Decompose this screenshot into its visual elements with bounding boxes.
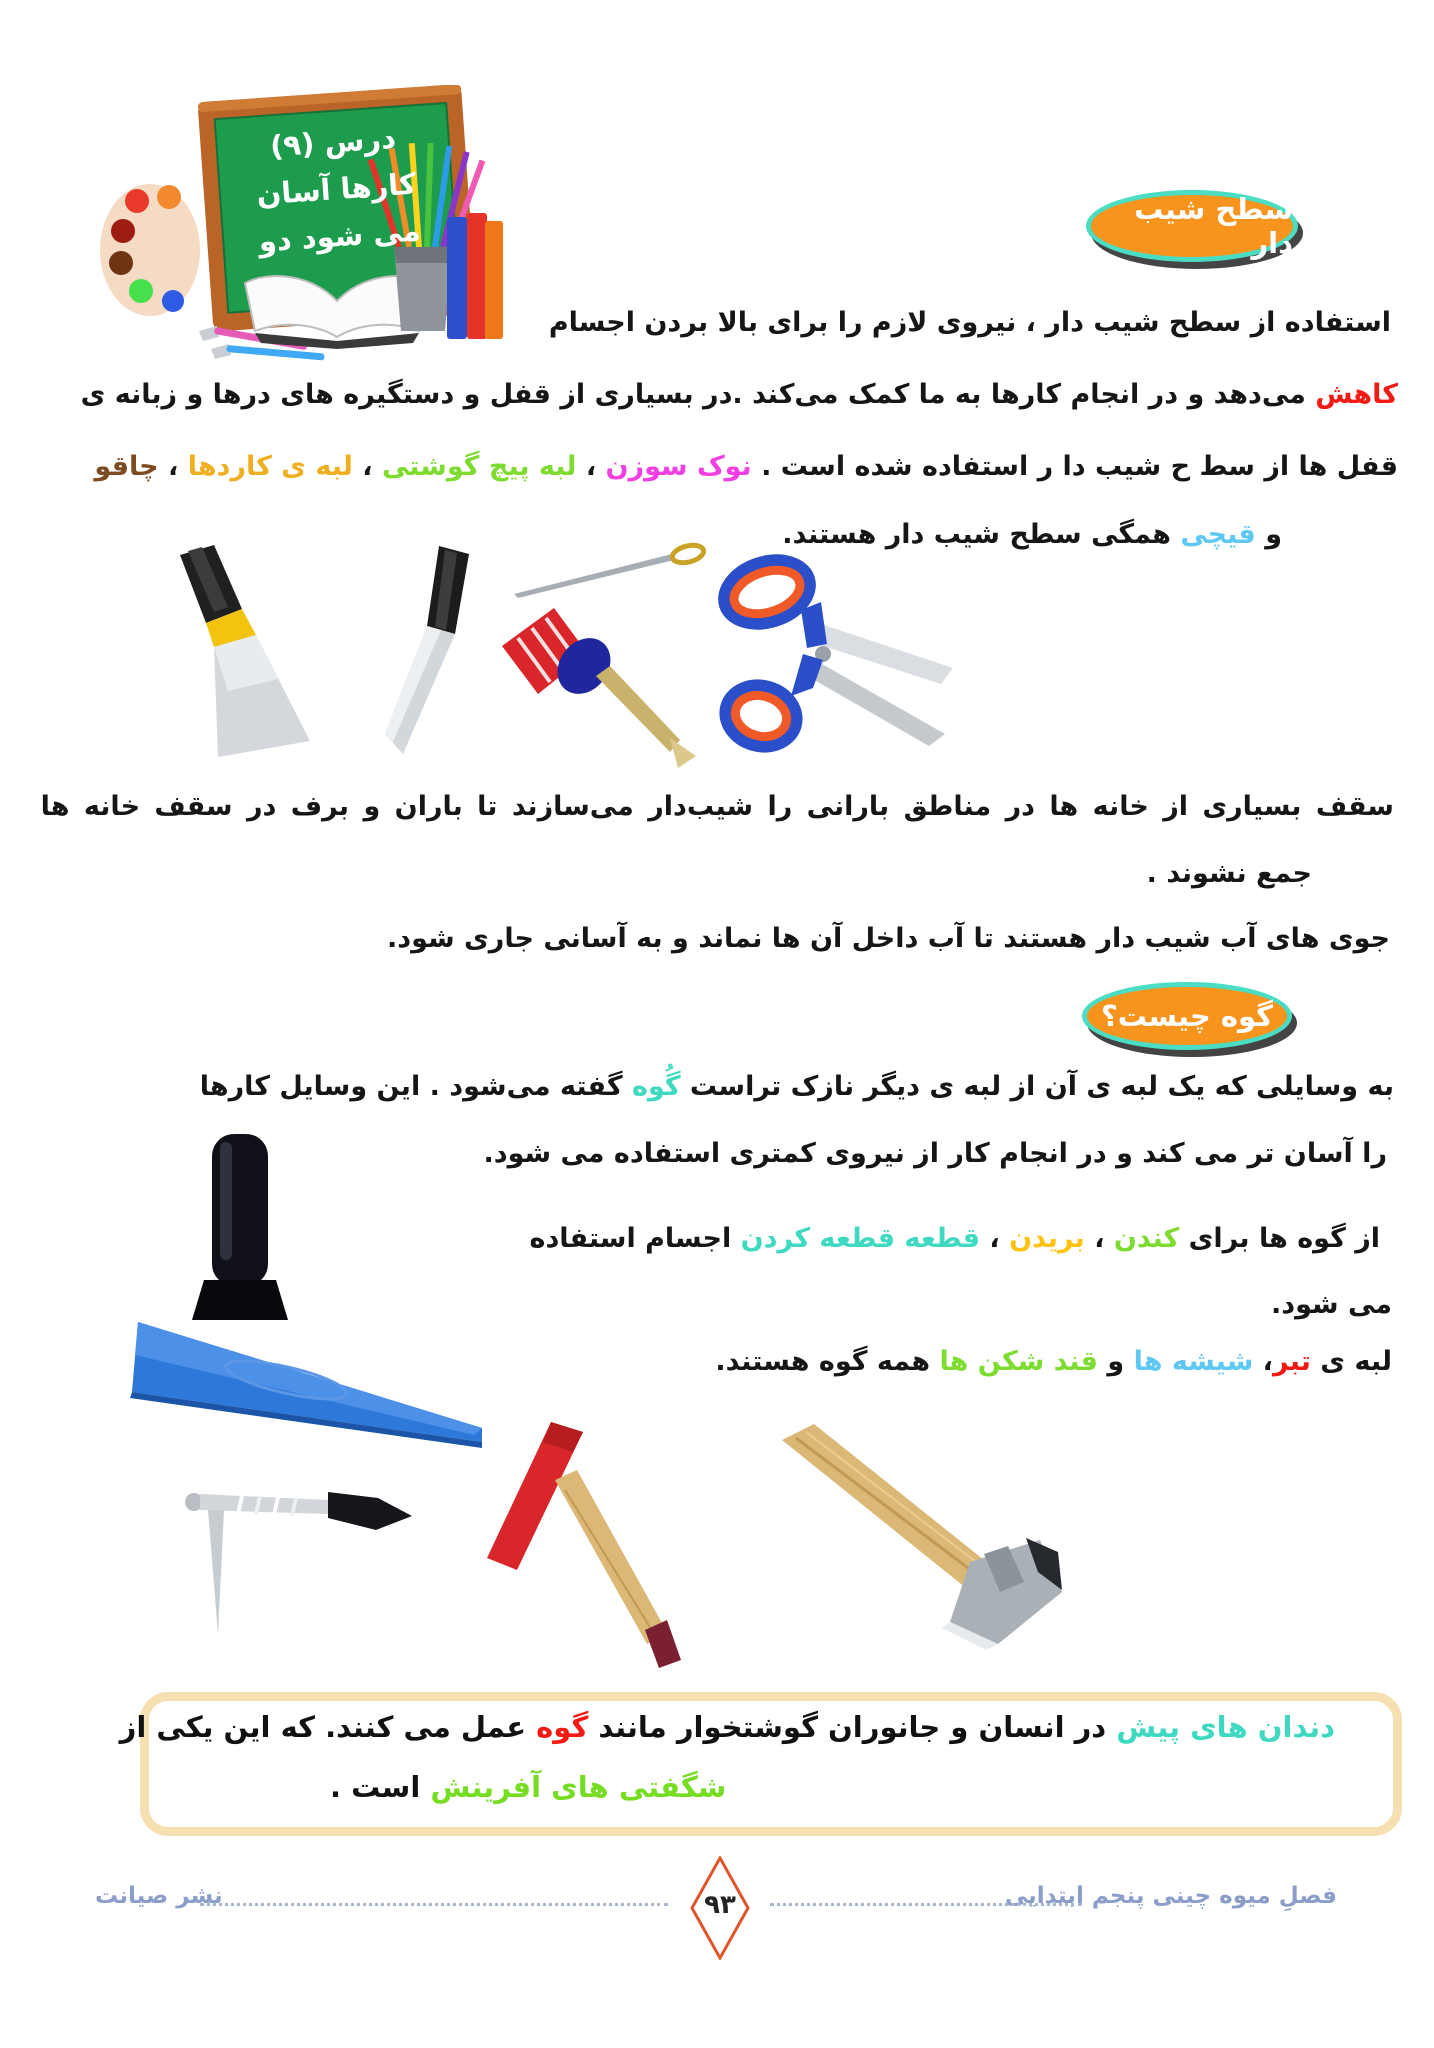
keyword-sugar-cutter: قند شکن ها — [939, 1346, 1098, 1377]
keyword-goveh: گُوه — [631, 1071, 681, 1102]
keyword-scissors: قیچی — [1180, 519, 1256, 550]
lesson-title-line1: درس (۹) — [268, 120, 397, 164]
p2-line2: جمع نشوند . — [1146, 858, 1312, 889]
lesson-title-line2: کارها آسان — [255, 166, 418, 212]
lesson-title-line3: می شود دو — [257, 213, 422, 259]
keyword-front-teeth: دندان های پیش — [1116, 1710, 1335, 1744]
keyword-digging: کندن — [1113, 1223, 1180, 1254]
footer-publisher: نشر صیانت — [95, 1883, 223, 1909]
keyword-wedge-red: گوه — [536, 1710, 589, 1744]
p2-line1: سقف بسیاری از خانه ها در مناطق بارانی را شیب‌دار می‌سازند تا باران و برف در سقف خانه ها — [40, 791, 1394, 822]
p4-line3: لبه ی تبر، شیشه ها و قند شکن ها همه گوه هستند. — [715, 1346, 1392, 1377]
p1-line3: قفل ها از سط ح شیب دا ر استفاده شده است . نوک سوزن ، لبه پیچ گوشتی ، لبه ی کاردها ، چاقو — [94, 451, 1398, 482]
keyword-axe: تبر — [1272, 1346, 1311, 1377]
pick-hammer-image — [455, 1420, 715, 1670]
p4-line1: از گوه ها برای کندن ، بریدن ، قطعه قطعه کردن اجسام استفاده — [529, 1223, 1380, 1254]
keyword-knife-edges: لبه ی کاردها — [187, 451, 353, 482]
keyword-screwdriver-edge: لبه پیچ گوشتی — [381, 451, 577, 482]
badge-wedge-question — [1082, 982, 1292, 1050]
keyword-glass: شیشه ها — [1133, 1346, 1254, 1377]
p1-line1: استفاده از سطح شیب دار ، نیروی لازم را برای بالا بردن اجسام — [548, 307, 1391, 338]
p2-line3: جوی های آب شیب دار هستند تا آب داخل آن ها نماند و به آسانی جاری شود. — [387, 923, 1390, 954]
knife-image — [345, 542, 495, 767]
axe-image — [762, 1422, 1067, 1652]
scissors-image — [705, 548, 960, 778]
ice-pick-image — [178, 1476, 428, 1641]
footer-dots-left — [200, 1903, 668, 1906]
p3-line2: را آسان تر می کند و در انجام کار از نیروی کمتری استفاده می شود. — [483, 1138, 1387, 1169]
page-number-diamond — [690, 1856, 750, 1960]
p4-line2: می شود. — [1270, 1289, 1392, 1320]
footer-chapter: فصلِ میوه چینی پنجم ابتدایی — [1004, 1883, 1337, 1909]
note-line1: دندان های پیش در انسان و جانوران گوشتخوار مانند گوه عمل می کنند. که این یکی از — [119, 1710, 1335, 1744]
keyword-wonders-of-creation: شگفتی های آفرینش — [430, 1770, 727, 1804]
footer-dots-right — [770, 1903, 1082, 1906]
keyword-kahesh: کاهش — [1315, 379, 1398, 410]
keyword-needle-tip: نوک سوزن — [605, 451, 752, 482]
keyword-cutting: بریدن — [1009, 1223, 1085, 1254]
scraper-image — [158, 545, 343, 765]
p1-line2: کاهش می‌دهد و در انجام کارها به ما کمک می‌کند .در بسیاری از قفل و دستگیره های درها و زبانه ی — [80, 379, 1398, 410]
page-number: ۹۳ — [704, 1890, 736, 1920]
palette-icon — [100, 184, 200, 316]
badge-wedge-question-label: گوه چیست؟ — [1100, 999, 1274, 1033]
lesson-board-illustration — [95, 85, 505, 390]
wedge-image — [126, 1130, 496, 1460]
note-line2: شگفتی های آفرینش است . — [330, 1770, 727, 1804]
badge-inclined-plane — [1086, 190, 1298, 262]
p3-line1: به وسایلی که یک لبه ی آن از لبه ی دیگر نازک تراست گُوه گفته می‌شود . این وسایل کارها — [199, 1071, 1394, 1102]
keyword-knife: چاقو — [94, 451, 159, 482]
lesson-title — [214, 103, 462, 326]
keyword-splitting: قطعه قطعه کردن — [740, 1223, 981, 1254]
badge-inclined-plane-label: سطح شیب دار — [1134, 192, 1293, 260]
screwdriver-image — [488, 588, 703, 778]
p1-line4: و قیچی همگی سطح شیب دار هستند. — [782, 519, 1282, 550]
